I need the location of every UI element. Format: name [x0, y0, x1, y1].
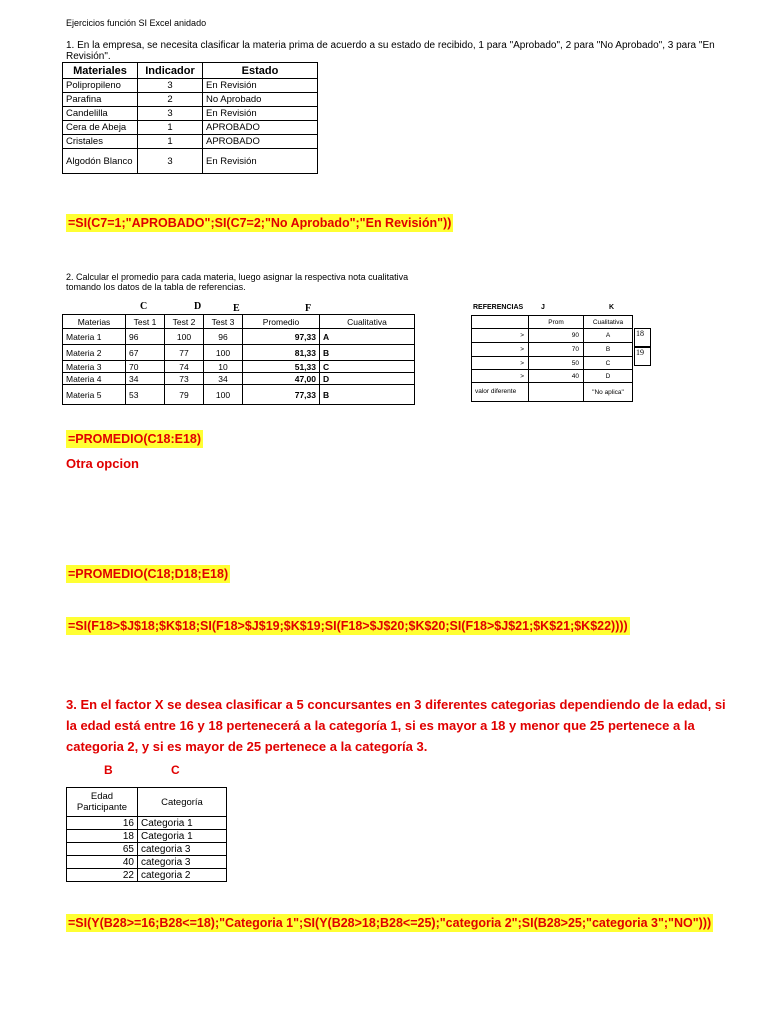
header-estado: Estado: [203, 63, 318, 79]
table-row: [63, 135, 318, 149]
column-letter-b: B: [104, 763, 113, 777]
exercise-3-statement: 3. En el factor X se desea clasificar a 5 concursantes en 3 diferentes categorias dependiendo de la edad, si la edad está entre 16 y 18 pertenecerá a la categoría 1, si es mayor a 18 y menor que 25 pertenece a la categoria 2, y si es mayor de 25 pertenece a la categoría 3.: [66, 697, 726, 754]
cell-materia: Materia 5: [63, 385, 126, 405]
table-row: [63, 107, 318, 121]
header-test-3: Test 3: [204, 315, 243, 329]
otra-opcion-label: Otra opcion: [66, 456, 139, 471]
table-row: [63, 93, 318, 107]
ref-valor-diferente: valor diferente: [472, 383, 529, 402]
cell-categoria: Categoria 1: [138, 817, 227, 830]
cell-edad: 65: [67, 843, 138, 856]
header-materias: Materias: [63, 315, 126, 329]
table-row: [67, 830, 227, 843]
cell-estado: En Revisión: [203, 79, 318, 93]
cell-promedio: 51,33: [243, 361, 320, 373]
table-row: [63, 121, 318, 135]
ref-operator: >: [472, 370, 529, 383]
grades-table: [62, 314, 415, 405]
ref-prom: 90: [529, 329, 584, 343]
table-header-row: [63, 315, 415, 329]
cell-edad: 16: [67, 817, 138, 830]
cell-test-2: 74: [165, 361, 204, 373]
cell-cualitativa: B: [320, 345, 415, 361]
column-letter-e: E: [233, 303, 240, 314]
cell-test-3: 10: [204, 361, 243, 373]
cell-test-3: 100: [204, 385, 243, 405]
table-row: [63, 361, 415, 373]
table-row: [67, 817, 227, 830]
cell-test-1: 34: [126, 373, 165, 385]
row-number-19: 19: [634, 347, 651, 366]
cell-test-3: 34: [204, 373, 243, 385]
cell-materia: Materia 3: [63, 361, 126, 373]
table-row: [472, 383, 633, 402]
cell-material: Parafina: [63, 93, 138, 107]
table-row: [67, 843, 227, 856]
cell-edad: 40: [67, 856, 138, 869]
column-letter-j: J: [541, 304, 545, 311]
references-label: REFERENCIAS: [473, 304, 524, 311]
table-row: [63, 373, 415, 385]
cell-test-1: 67: [126, 345, 165, 361]
header-test-2: Test 2: [165, 315, 204, 329]
cell-categoria: categoria 3: [138, 856, 227, 869]
header-test-1: Test 1: [126, 315, 165, 329]
table-row: [472, 329, 633, 343]
ref-cualitativa: A: [584, 329, 633, 343]
cell-material: Algodón Blanco: [63, 149, 138, 174]
document-title: Ejercicios función SI Excel anidado: [66, 18, 207, 28]
cell-material: Cera de Abeja: [63, 121, 138, 135]
table-header-row: [472, 316, 633, 329]
cell-test-3: 100: [204, 345, 243, 361]
cell-test-1: 70: [126, 361, 165, 373]
cell-estado: APROBADO: [203, 121, 318, 135]
cell-test-1: 53: [126, 385, 165, 405]
cell-test-2: 73: [165, 373, 204, 385]
references-table: [471, 315, 633, 402]
cell-test-2: 79: [165, 385, 204, 405]
cell-test-2: 100: [165, 329, 204, 345]
table-row: [63, 385, 415, 405]
table-row: [63, 345, 415, 361]
ref-operator: >: [472, 343, 529, 357]
cell-material: Polipropileno: [63, 79, 138, 93]
row-number-18: 18: [634, 328, 651, 347]
cell-promedio: 81,33: [243, 345, 320, 361]
cell-promedio: 47,00: [243, 373, 320, 385]
exercise-2-statement: 2. Calcular el promedio para cada materia, luego asignar la respectiva nota cualitativa tomando los datos de la tabla de referencias.: [66, 272, 409, 292]
formula-si-categoria: =SI(Y(B28>=16;B28<=18);"Categoria 1";SI(Y(B28>18;B28<=25);"categoria 2";SI(B28>25;"categoria 3";"NO"))): [68, 916, 712, 930]
cell-material: Cristales: [63, 135, 138, 149]
cell-test-2: 77: [165, 345, 204, 361]
ref-operator: >: [472, 329, 529, 343]
cell-test-3: 96: [204, 329, 243, 345]
ref-operator: >: [472, 357, 529, 370]
ref-no-aplica: "No aplica": [584, 383, 633, 402]
table-header-row: [63, 63, 318, 79]
header-materiales: Materiales: [63, 63, 138, 79]
cell-categoria: categoria 2: [138, 869, 227, 882]
formula-si-estado: =SI(C7=1;"APROBADO";SI(C7=2;"No Aprobado";"En Revisión")): [68, 216, 452, 230]
header-indicador: Indicador: [138, 63, 203, 79]
column-letter-c: C: [140, 301, 148, 312]
ref-prom: 40: [529, 370, 584, 383]
cell-indicador: 1: [138, 121, 203, 135]
cell-cualitativa: B: [320, 385, 415, 405]
materials-table: [62, 62, 318, 174]
header-cualitativa: Cualitativa: [320, 315, 415, 329]
table-row: [472, 343, 633, 357]
ref-header-blank: [472, 316, 529, 329]
cell-materia: Materia 1: [63, 329, 126, 345]
header-promedio: Promedio: [243, 315, 320, 329]
cell-cualitativa: A: [320, 329, 415, 345]
ref-cualitativa: B: [584, 343, 633, 357]
cell-cualitativa: C: [320, 361, 415, 373]
cell-estado: En Revisión: [203, 107, 318, 121]
cell-estado: En Revisión: [203, 149, 318, 174]
cell-indicador: 3: [138, 107, 203, 121]
cell-edad: 22: [67, 869, 138, 882]
table-row: [67, 856, 227, 869]
column-letter-d: D: [194, 301, 202, 312]
ref-cualitativa: C: [584, 357, 633, 370]
cell-cualitativa: D: [320, 373, 415, 385]
header-edad: Edad Participante: [67, 788, 138, 817]
cell-indicador: 2: [138, 93, 203, 107]
participants-table: [66, 787, 227, 882]
cell-promedio: 77,33: [243, 385, 320, 405]
exercise-1-statement: 1. En la empresa, se necesita clasificar la materia prima de acuerdo a su estado de recibido, 1 para "Aprobado", 2 para "No Aprobado", 3 para "En Revisión".: [66, 40, 715, 62]
cell-test-1: 96: [126, 329, 165, 345]
cell-indicador: 1: [138, 135, 203, 149]
cell-materia: Materia 4: [63, 373, 126, 385]
formula-si-cualitativa: =SI(F18>$J$18;$K$18;SI(F18>$J$19;$K$19;SI(F18>$J$20;$K$20;SI(F18>$J$21;$K$21;$K$22)))): [68, 619, 628, 633]
table-row: [472, 357, 633, 370]
column-letter-k: K: [609, 304, 615, 311]
cell-edad: 18: [67, 830, 138, 843]
column-letter-f: F: [305, 303, 312, 314]
ref-header-prom: Prom: [529, 316, 584, 329]
cell-indicador: 3: [138, 149, 203, 174]
table-row: [63, 149, 318, 174]
table-row: [63, 329, 415, 345]
cell-material: Candelilla: [63, 107, 138, 121]
ref-prom: 70: [529, 343, 584, 357]
column-letter-c-2: C: [171, 763, 180, 777]
table-row: [472, 370, 633, 383]
cell-indicador: 3: [138, 79, 203, 93]
cell-estado: No Aprobado: [203, 93, 318, 107]
cell-categoria: categoria 3: [138, 843, 227, 856]
formula-promedio-range: =PROMEDIO(C18:E18): [68, 432, 202, 446]
ref-cualitativa: D: [584, 370, 633, 383]
header-categoria: Categoría: [138, 788, 227, 817]
ref-prom: 50: [529, 357, 584, 370]
cell-promedio: 97,33: [243, 329, 320, 345]
cell-categoria: Categoria 1: [138, 830, 227, 843]
ref-header-cualitativa: Cualitativa: [584, 316, 633, 329]
cell-estado: APROBADO: [203, 135, 318, 149]
table-row: [63, 79, 318, 93]
ref-prom-empty: [529, 383, 584, 402]
cell-materia: Materia 2: [63, 345, 126, 361]
table-row: [67, 869, 227, 882]
table-header-row: [67, 788, 227, 817]
formula-promedio-list: =PROMEDIO(C18;D18;E18): [68, 567, 229, 581]
